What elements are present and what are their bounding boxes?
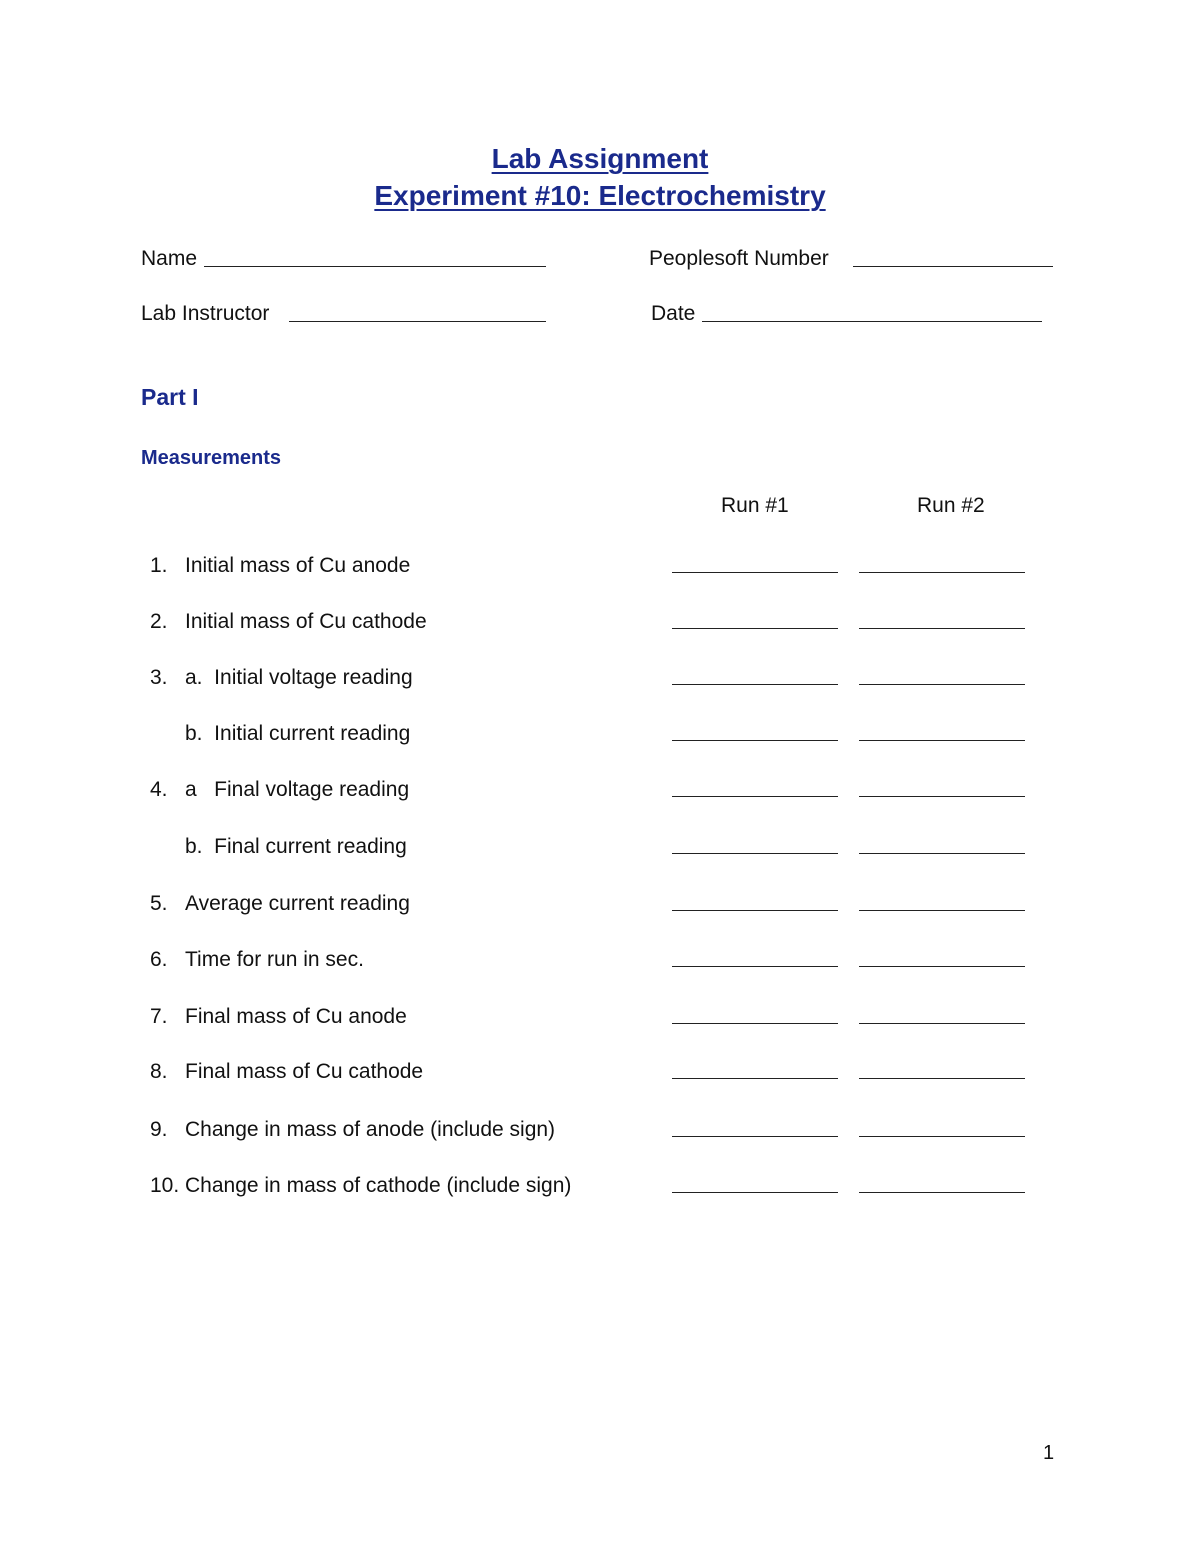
date-label: Date	[651, 302, 696, 325]
run2-blank[interactable]	[859, 740, 1025, 741]
item-label: a Final voltage reading	[185, 778, 410, 801]
run1-blank[interactable]	[672, 1192, 838, 1193]
item-number: 4.	[150, 778, 168, 801]
run2-blank[interactable]	[859, 966, 1025, 967]
part-title: Part I	[141, 384, 199, 410]
experiment-title: Experiment #10: Electrochemistry	[374, 180, 826, 211]
peoplesoft-label: Peoplesoft Number	[649, 247, 829, 270]
item-number: 6.	[150, 948, 168, 971]
item-number: 2.	[150, 610, 168, 633]
item-number: 10.	[150, 1174, 180, 1197]
run1-blank[interactable]	[672, 910, 838, 911]
run2-blank[interactable]	[859, 684, 1025, 685]
item-label: Initial mass of Cu cathode	[185, 610, 427, 633]
run1-header: Run #1	[721, 494, 789, 517]
item-number: 7.	[150, 1005, 168, 1028]
item-number: 8.	[150, 1060, 168, 1083]
name-label: Name	[141, 247, 198, 270]
instructor-label: Lab Instructor	[141, 302, 270, 325]
run1-blank[interactable]	[672, 1023, 838, 1024]
run1-blank[interactable]	[672, 1078, 838, 1079]
run2-blank[interactable]	[859, 853, 1025, 854]
run2-blank[interactable]	[859, 910, 1025, 911]
run1-blank[interactable]	[672, 796, 838, 797]
item-number: 5.	[150, 892, 168, 915]
run1-blank[interactable]	[672, 740, 838, 741]
item-label: Change in mass of anode (include sign)	[185, 1118, 556, 1141]
item-label: Initial mass of Cu anode	[185, 554, 411, 577]
item-label: a. Initial voltage reading	[185, 666, 413, 689]
document-title: Lab Assignment	[491, 143, 709, 174]
run2-header: Run #2	[917, 494, 985, 517]
run2-blank[interactable]	[859, 1136, 1025, 1137]
item-label: b. Final current reading	[185, 835, 407, 858]
item-label: Time for run in sec.	[185, 948, 364, 971]
item-label: b. Initial current reading	[185, 722, 411, 745]
peoplesoft-blank[interactable]	[853, 266, 1053, 267]
item-number: 9.	[150, 1118, 168, 1141]
run2-blank[interactable]	[859, 796, 1025, 797]
run2-blank[interactable]	[859, 1078, 1025, 1079]
run1-blank[interactable]	[672, 1136, 838, 1137]
run1-blank[interactable]	[672, 572, 838, 573]
item-number: 1.	[150, 554, 168, 577]
item-label: Final mass of Cu anode	[185, 1005, 407, 1028]
item-label: Change in mass of cathode (include sign)	[185, 1174, 572, 1197]
run1-blank[interactable]	[672, 628, 838, 629]
run2-blank[interactable]	[859, 572, 1025, 573]
run2-blank[interactable]	[859, 1192, 1025, 1193]
run2-blank[interactable]	[859, 628, 1025, 629]
run1-blank[interactable]	[672, 966, 838, 967]
instructor-blank[interactable]	[289, 321, 546, 322]
item-label: Final mass of Cu cathode	[185, 1060, 424, 1083]
page-number: 1	[1043, 1442, 1055, 1464]
section-title: Measurements	[141, 447, 282, 469]
run1-blank[interactable]	[672, 684, 838, 685]
run1-blank[interactable]	[672, 853, 838, 854]
date-blank[interactable]	[702, 321, 1042, 322]
item-label: Average current reading	[185, 892, 410, 915]
name-blank[interactable]	[204, 266, 546, 267]
run2-blank[interactable]	[859, 1023, 1025, 1024]
item-number: 3.	[150, 666, 168, 689]
